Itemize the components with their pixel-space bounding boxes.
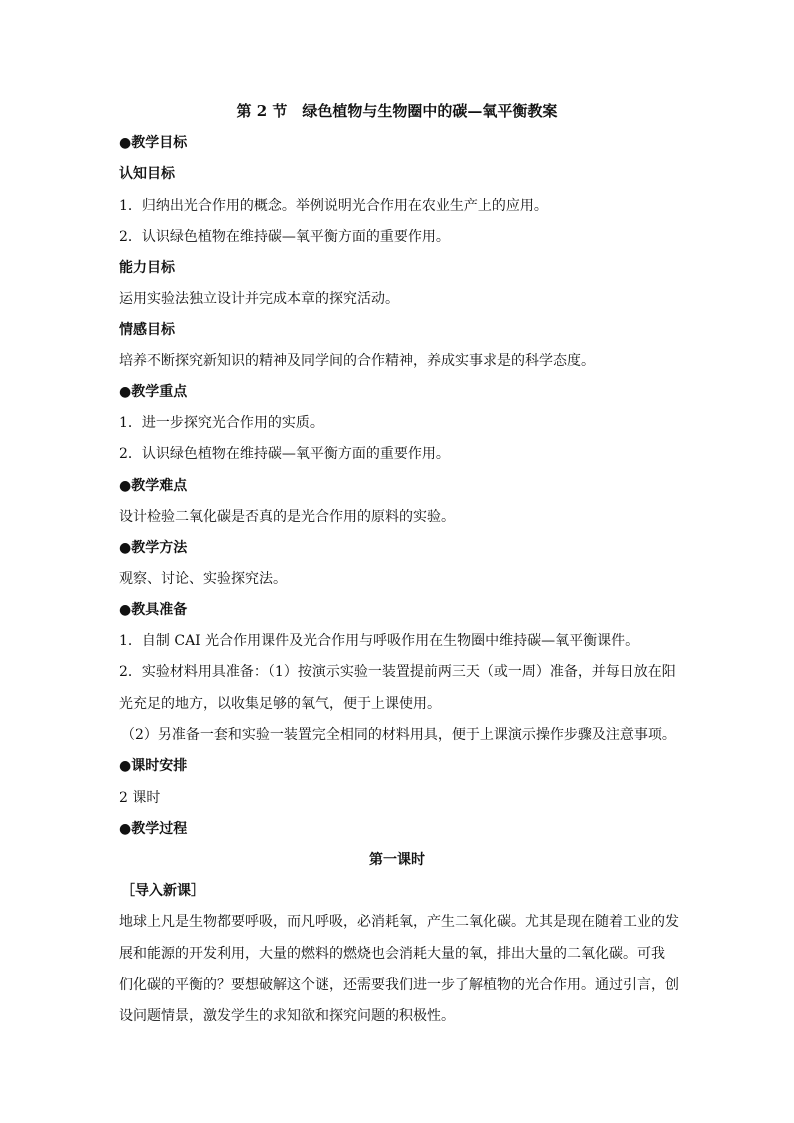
key-point-item-2: 2．认识绿色植物在维持碳—氧平衡方面的重要作用。 (119, 446, 450, 462)
emotional-goals-heading: 情感目标 (119, 322, 175, 338)
document-title: 第 2 节 绿色植物与生物圈中的碳—氧平衡教案 (236, 102, 558, 120)
cognitive-goals-heading: 认知目标 (119, 166, 175, 182)
methods-heading: ●教学方法 (119, 540, 188, 556)
schedule-text: 2 课时 (119, 790, 161, 806)
difficulties-text: 设计检验二氧化碳是否真的是光合作用的原料的实验。 (119, 509, 455, 525)
schedule-heading: ●课时安排 (119, 758, 188, 774)
process-heading: ●教学过程 (119, 821, 188, 837)
intro-line-3: 们化碳的平衡的？要想破解这个谜，还需要我们进一步了解植物的光合作用。通过引言，创 (119, 977, 679, 993)
intro-line-1: 地球上凡是生物都要呼吸，而凡呼吸，必消耗氧，产生二氧化碳。尤其是现在随着工业的发 (119, 914, 679, 930)
cognitive-goal-item-2: 2．认识绿色植物在维持碳—氧平衡方面的重要作用。 (119, 229, 450, 245)
emotional-goal-text: 培养不断探究新知识的精神及同学间的合作精神，养成实事求是的科学态度。 (119, 353, 595, 369)
teaching-goals-heading: ●教学目标 (119, 135, 188, 151)
intro-heading: ［导入新课］ (121, 883, 205, 899)
difficulties-heading: ●教学难点 (119, 478, 188, 494)
cognitive-goal-item-1: 1．归纳出光合作用的概念。举例说明光合作用在农业生产上的应用。 (119, 198, 548, 214)
methods-text: 观察、讨论、实验探究法。 (119, 571, 287, 587)
ability-goal-text: 运用实验法独立设计并完成本章的探究活动。 (119, 291, 399, 307)
preparation-line-1: 1．自制 CAI 光合作用课件及光合作用与呼吸作用在生物圈中维持碳—氧平衡课件。 (119, 633, 640, 649)
preparation-heading: ●教具准备 (119, 602, 188, 618)
preparation-line-3: 光充足的地方，以收集足够的氧气，便于上课使用。 (119, 696, 441, 712)
key-point-item-1: 1．进一步探究光合作用的实质。 (119, 415, 324, 431)
preparation-line-4: （2）另准备一套和实验一装置完全相同的材料用具，便于上课演示操作步骤及注意事项。 (121, 727, 676, 743)
ability-goals-heading: 能力目标 (119, 260, 175, 276)
preparation-line-2: 2．实验材料用具准备：（1）按演示实验一装置提前两三天（或一周）准备，并每日放在阳 (119, 664, 676, 680)
intro-line-4: 设问题情景，激发学生的求知欲和探究问题的积极性。 (119, 1008, 455, 1024)
key-points-heading: ●教学重点 (119, 384, 188, 400)
lesson-title: 第一课时 (369, 852, 425, 868)
intro-line-2: 展和能源的开发利用，大量的燃料的燃烧也会消耗大量的氧，排出大量的二氧化碳。可我 (119, 946, 665, 962)
